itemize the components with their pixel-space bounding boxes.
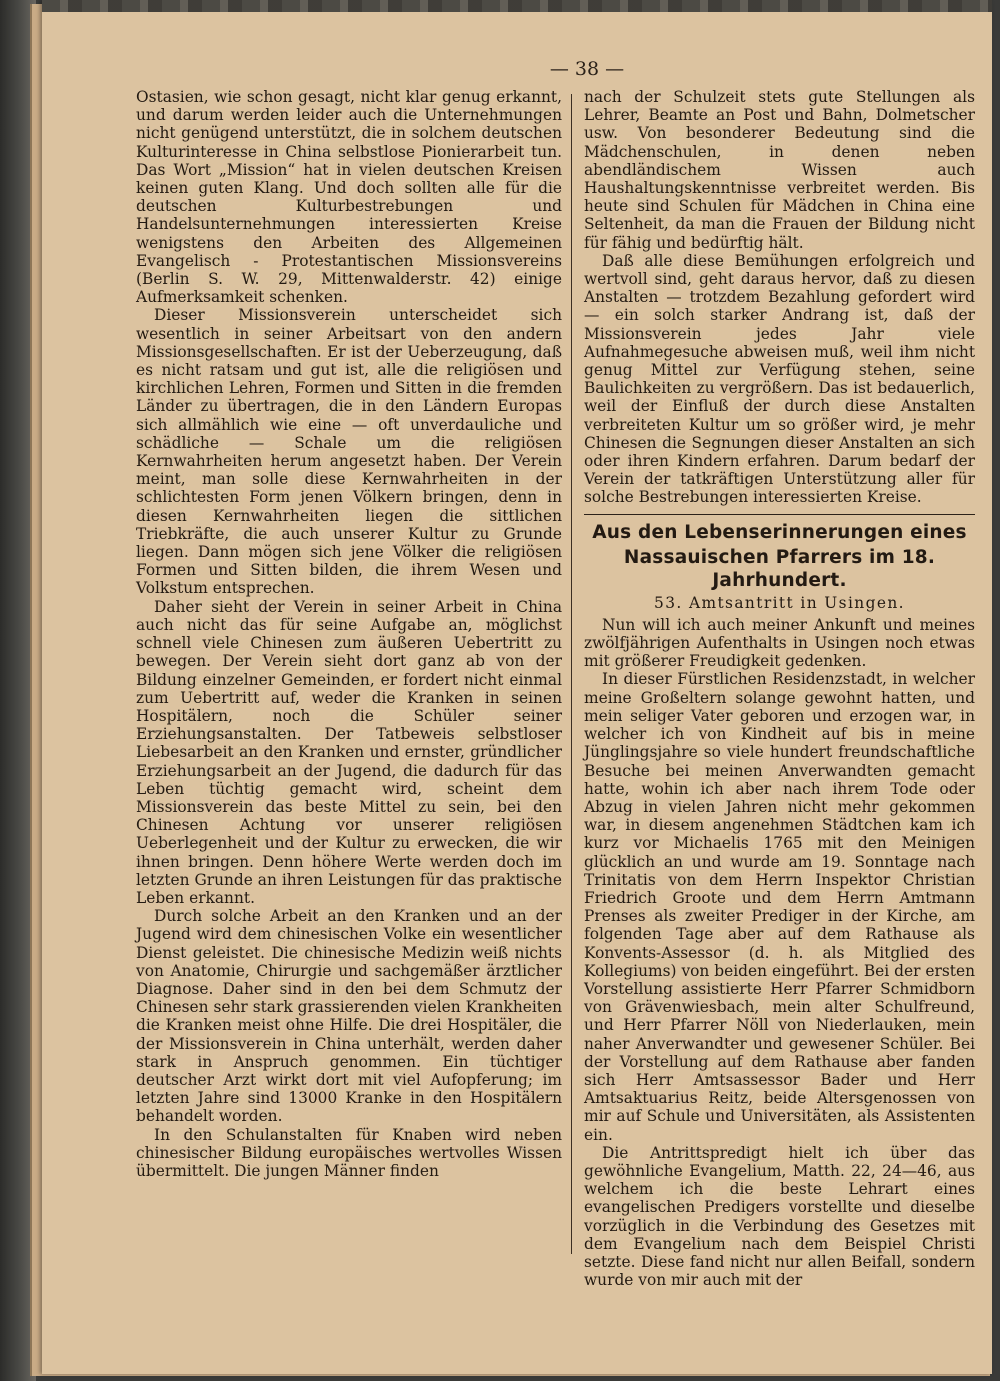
paragraph: Dieser Missionsverein unterscheidet sich wesentlich in seiner Arbeitsart von den andern Missionsgesellschaften. Er ist der Ueberzeugung, daß es nicht ratsam und gut ist, alle die religiösen und kirchlichen Lehren, Formen und Sitten in die fremden Länder zu übertragen, die in den Ländern Europas sich allmählich wie eine — oft unverdauliche und schädliche — Schale um die religiösen Kernwahrheiten herum angesetzt haben. Der Verein meint, man solle diese Kernwahrheiten in der schlichtesten Form jenen Völkern bringen, denn in diesen Kernwahrheiten liegen die sittlichen Triebkräfte, die auch unserer Kultur zu Grunde liegen. Dann mögen sich jene Völker die religiösen Formen und Sitten bilden, die ihrem Wesen und Volkstum entsprechen. [136,306,562,598]
right-column [584,88,975,1289]
paragraph: nach der Schulzeit stets gute Stellungen als Lehrer, Beamte an Post und Bahn, Dolmetscher usw. Von besonderer Bedeutung sind die Mädchenschulen, in denen neben abendländischem Wissen auch Haushaltungskenntnisse verbreitet werden. Bis heute sind Schulen für Mädchen in China eine Seltenheit, da man die Frauen der Bildung nicht für fähig und bedürftig hält. [584,88,975,252]
paragraph: Ostasien, wie schon gesagt, nicht klar genug erkannt, und darum werden leider auch die Unternehmungen nicht genügend unterstützt, die in solchem deutschen Kulturinteresse in China selbstlose Pionierarbeit tun. Das Wort „Mission“ hat in vielen deutschen Kreisen keinen guten Klang. Und doch sollten alle für die deutschen Kulturbestrebungen und Handelsunternehmungen interessierten Kreise wenigstens den Arbeiten des Allgemeinen Evangelisch - Protestantischen Missionsvereins (Berlin S. W. 29, Mittenwalderstr. 42) einige Aufmerksamkeit schenken. [136,88,562,307]
paragraph: In den Schulanstalten für Knaben wird neben chinesischer Bildung europäisches wertvolles Wissen übermittelt. Die jungen Männer finden [136,1125,562,1180]
article-heading-line-2: Nassauischen Pfarrers im 18. Jahrhundert. [623,546,936,591]
section-title: 53. Amtsantritt in Usingen. [654,593,905,612]
paragraph: Durch solche Arbeit an den Kranken und an der Jugend wird dem chinesischen Volke ein wesentlicher Dienst geleistet. Die chinesische Medizin weiß nichts von Anatomie, Chirurgie und sachgemäßer ärztlicher Diagnose. Daher sind in den bei dem Schmutz der Chinesen sehr stark grassierenden vielen Krankheiten die Kranken meist ohne Hilfe. Die drei Hospitäler, die der Missionsverein in China unterhält, werden daher stark in Anspruch genommen. Ein tüchtiger deutscher Arzt wirkt dort mit viel Aufopferung; im letzten Jahre sind 13000 Kranke in den Hospitälern behandelt worden. [136,907,562,1126]
paragraph: In dieser Fürstlichen Residenzstadt, in welcher meine Großeltern solange gewohnt hatten, und mein seliger Vater geboren und erzogen war, in welcher ich von Kindheit auf bis in meine Jünglingsjahre so viele hundert freundschaftliche Besuche bei meinen Anverwandten gemacht hatte, wohin ich aber nach ihrem Tode oder Abzug in vielen Jahren nicht mehr gekommen war, in diesem angenehmen Städtchen kam ich kurz vor Michaelis 1765 mit den Meinigen glücklich an und wurde am 19. Sonntage nach Trinitatis von dem Herrn Inspektor Christian Friedrich Groote und dem Herrn Amtmann Prenses als zweiter Prediger in der Kirche, am folgenden Tage aber auf dem Rathause als Konvents-Assessor (d. h. als Mitglied des Kollegiums) von beiden eingeführt. Bei der ersten Vorstellung assistierte Herr Pfarrer Schmidborn von Grävenwiesbach, mein alter Schulfreund, und Herr Pfarrer Nöll von Niederlauken, mein naher Anverwandter und gewesener Schüler. Bei der Vorstellung auf dem Rathause aber fanden sich Herr Amtsassessor Bader und Herr Amtsaktuarius Reitz, beide Altersgenossen von mir auf Schule und Universitäten, als Assistenten ein. [584,670,975,1144]
book-page [42,0,992,1374]
paragraph: Daher sieht der Verein in seiner Arbeit in China auch nicht das für seine Aufgabe an, möglichst schnell viele Chinesen zum äußeren Uebertritt zu bewegen. Der Verein sieht dort ganz ab von der Bildung einzelner Gemeinden, er fordert nicht einmal zum Uebertritt auf, weder die Kranken in seinen Hospitälern, noch die Schüler seiner Erziehungsanstalten. Der Tatbeweis selbstloser Liebesarbeit an den Kranken und ernster, gründlicher Erziehungsarbeit an der Jugend, die dadurch für das Leben tüchtig gemacht wird, scheint dem Missionsverein das beste Mittel zu sein, bei den Chinesen Achtung vor unserer religiösen Ueberlegenheit und der Kultur zu erwecken, die wir ihnen bringen. Denn höhere Werte werden doch im letzten Grunde an ihren Leistungen für das praktische Leben erkannt. [136,597,562,907]
paragraph: Daß alle diese Bemühungen erfolgreich und wertvoll sind, geht daraus hervor, daß zu diesen Anstalten — trotzdem Bezahlung gefordert wird — ein solch starker Andrang ist, daß der Missionsverein jedes Jahr viele Aufnahmegesuche abweisen muß, weil ihm nicht genug Mittel zur Verfügung stehen, seine Baulichkeiten zu vergrößern. Das ist bedauerlich, weil der Einfluß der durch diese Anstalten verbreiteten Kultur um so größer wird, je mehr Chinesen die Segnungen dieser Anstalten an sich oder ihren Kindern erfahren. Darum bedarf der Verein der tatkräftigen Unterstützung aller für solche Bestrebungen interessierten Kreise. [584,251,975,507]
page-top-edge [42,0,992,12]
article-heading-line-1: Aus den Lebenserinnerungen eines [592,521,967,543]
paragraph: Nun will ich auch meiner Ankunft und meines zwölfjährigen Aufenthalts in Usingen noch etwas mit größerer Freudigkeit gedenken. [584,615,975,671]
paragraph: Die Antrittspredigt hielt ich über das gewöhnliche Evangelium, Matth. 22, 24—46, aus welchem ich die beste Lehrart eines evangelischen Predigers vorstellte und dieselbe vorzüglich in die Verbindung des Gesetzes mit dem Evangelium nach dem Beispiel Christi setzte. Diese fand nicht nur allen Beifall, sondern wurde von mir auch mit der [584,1143,975,1290]
section-rule [584,514,975,515]
left-column [136,88,562,1180]
column-divider [571,94,572,1254]
page-number: — 38 — [549,58,625,80]
